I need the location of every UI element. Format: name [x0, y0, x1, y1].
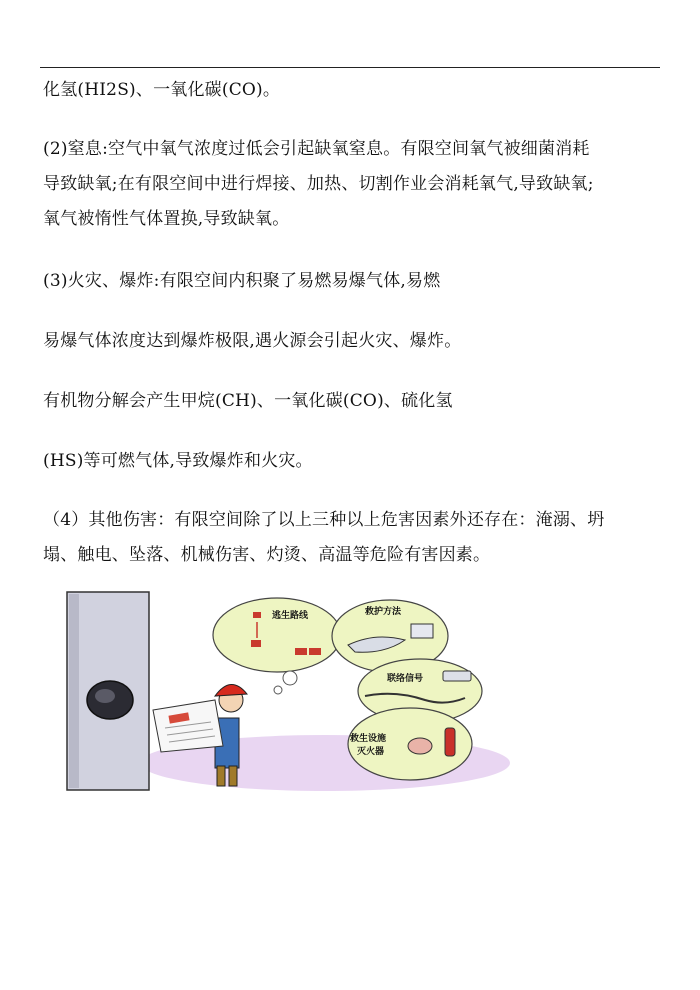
bubble-escape-route-label: 逃生路线 [272, 611, 309, 621]
helmet-icon [215, 684, 247, 696]
text-line-10: 塌、触电、坠落、机械伤害、灼烫、高温等危险有害因素。 [43, 545, 491, 565]
text-line-5: (3)火灾、爆炸:有限空间内积聚了易燃易爆气体,易燃 [43, 271, 441, 291]
breathing-mask-icon [408, 738, 432, 754]
text-line-3: 导致缺氧;在有限空间中进行焊接、加热、切割作业会消耗氧气,导致缺氧; [43, 174, 594, 194]
first-aid-kit-icon [411, 624, 433, 638]
bubble-rescue-method-label: 救护方法 [365, 607, 402, 617]
manhole-highlight [95, 689, 115, 703]
safety-illustration [65, 588, 545, 793]
text-line-6: 易爆气体浓度达到爆炸极限,遇火源会引起火灾、爆炸。 [43, 331, 462, 351]
illustration-svg [65, 588, 545, 793]
door-edge [69, 594, 79, 788]
escape-box-icon-2 [295, 648, 307, 655]
text-line-2: (2)窒息:空气中氧气浓度过低会引起缺氧窒息。有限空间氧气被细菌消耗 [43, 139, 590, 159]
text-line-9: （4）其他伤害：有限空间除了以上三种以上危害因素外还存在：淹溺、坍 [43, 510, 605, 530]
text-line-8: (HS)等可燃气体,导致爆炸和火灾。 [43, 451, 313, 471]
worker-leg-right [229, 766, 237, 786]
fire-extinguisher-icon [445, 728, 455, 756]
escape-route-marker-icon [253, 612, 261, 618]
document-sheet-icon [153, 700, 223, 752]
text-line-7: 有机物分解会产生甲烷(CH)、一氧化碳(CO)、硫化氢 [43, 391, 453, 411]
thought-dot-1 [283, 671, 297, 685]
radio-device-icon [443, 671, 471, 681]
text-line-4: 氧气被惰性气体置换,导致缺氧。 [43, 209, 290, 229]
bubble-contact-signal-label: 联络信号 [387, 674, 424, 684]
thought-dot-2 [274, 686, 282, 694]
escape-box-icon-1 [251, 640, 261, 647]
bubble-escape-route [213, 598, 341, 672]
bubble-rescue-facility-label-2: 灭火器 [357, 747, 385, 757]
escape-box-icon-3 [309, 648, 321, 655]
bubble-rescue-facility-label-1: 救生设施 [350, 734, 387, 744]
header-rule [40, 67, 660, 68]
text-line-1: 化氢(HI2S)、一氧化碳(CO)。 [43, 80, 281, 100]
worker-leg-left [217, 766, 225, 786]
